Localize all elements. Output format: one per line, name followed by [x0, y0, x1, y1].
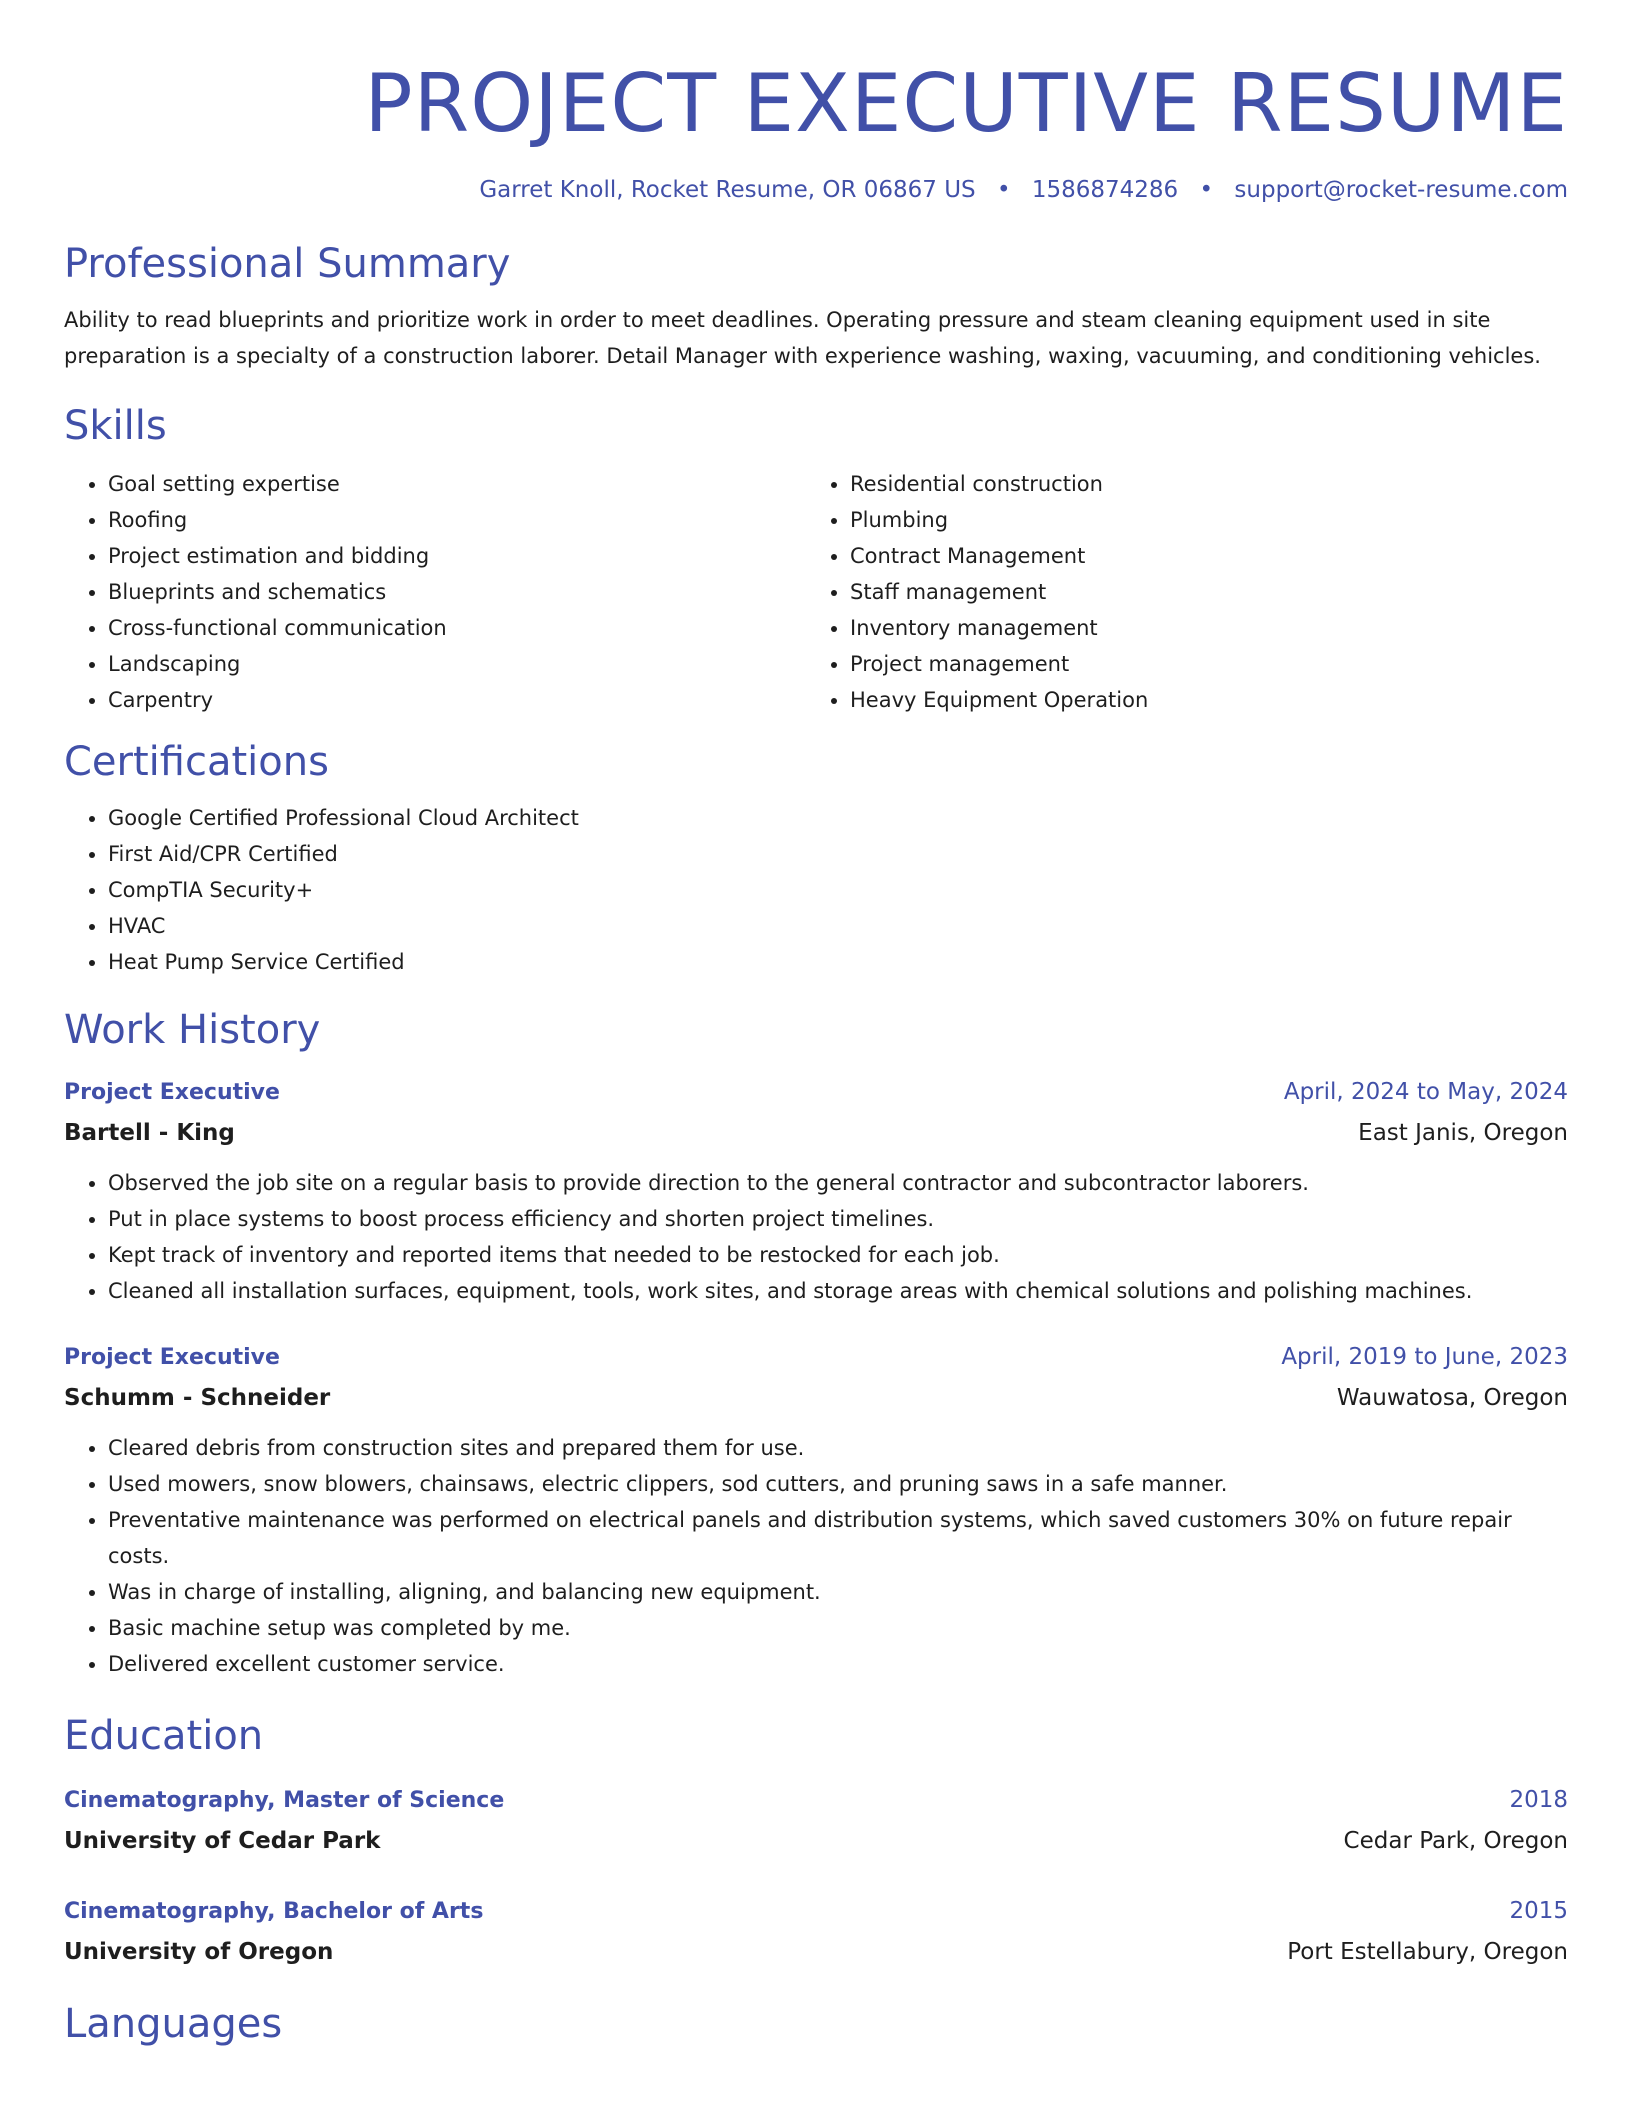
education-school-row — [64, 1932, 1568, 1972]
job-bullet: • Kept track of inventory and reported items that needed to be restocked for each job. — [108, 1237, 1568, 1273]
job-title: Project Executive — [64, 1345, 280, 1370]
skill-item: • Inventory management — [850, 610, 1548, 646]
summary-text: Ability to read blueprints and prioritize work in order to meet deadlines. Operating pressure and steam cleaning equipment used in site preparation is a specialty of a construction laborer. Detail Manager with experience washing, waxing, vacuuming, and conditioning vehicles. — [64, 308, 1541, 368]
skills-section — [64, 400, 1568, 718]
certifications-section — [64, 736, 1568, 980]
job-company: Schumm - Schneider — [64, 1385, 331, 1411]
education-degree: Cinematography, Bachelor of Arts — [64, 1899, 484, 1924]
contact-phone: 1586874286 — [1031, 177, 1179, 203]
summary-section — [64, 238, 1568, 374]
job-bullet: • Delivered excellent customer service. — [108, 1646, 1568, 1682]
education-header-row — [64, 1891, 1568, 1932]
job-location: East Janis, Oregon — [1358, 1120, 1568, 1146]
skill-item: • Landscaping — [108, 646, 806, 682]
job-company-row — [64, 1378, 1568, 1418]
education-heading: Education — [64, 1713, 264, 1759]
skill-item: • Project management — [850, 646, 1548, 682]
education-location: Port Estellabury, Oregon — [1287, 1939, 1568, 1965]
job-bullet: • Put in place systems to boost process efficiency and shorten project timelines. — [108, 1201, 1568, 1237]
languages-heading: Languages — [64, 2001, 283, 2047]
job-company: Bartell - King — [64, 1120, 235, 1146]
certifications-heading: Certifications — [64, 739, 329, 785]
work-history-heading: Work History — [64, 1007, 321, 1053]
contact-email: support@rocket-resume.com — [1234, 177, 1568, 203]
certification-item: • First Aid/CPR Certified — [108, 836, 1568, 872]
education-location: Cedar Park, Oregon — [1343, 1828, 1568, 1854]
education-year: 2015 — [1509, 1898, 1568, 1924]
skills-columns — [64, 466, 1568, 718]
job-header-row — [64, 1337, 1568, 1378]
job-bullet: • Cleaned all installation surfaces, equipment, tools, work sites, and storage areas with chemical solutions and polishing machines. — [108, 1273, 1568, 1309]
education-header-row — [64, 1780, 1568, 1821]
skill-item: • Residential construction — [850, 466, 1548, 502]
languages-section — [64, 1998, 1568, 2050]
contact-address: Garret Knoll, Rocket Resume, OR 06867 US — [479, 177, 976, 203]
education-school-row — [64, 1821, 1568, 1861]
certifications-list — [64, 800, 1568, 980]
education-section — [64, 1710, 1568, 1972]
contact-separator: • — [1199, 177, 1214, 203]
skill-item: • Blueprints and schematics — [108, 574, 806, 610]
skill-item: • Contract Management — [850, 538, 1548, 574]
contact-line — [64, 174, 1568, 206]
skills-column-right — [806, 466, 1548, 718]
job-bullet: • Basic machine setup was completed by me. — [108, 1610, 1568, 1646]
skills-heading: Skills — [64, 403, 167, 449]
education-school: University of Cedar Park — [64, 1828, 381, 1854]
job-bullet: • Used mowers, snow blowers, chainsaws, electric clippers, sod cutters, and pruning saws in a safe manner. — [108, 1466, 1568, 1502]
job-bullets — [64, 1430, 1568, 1682]
skills-list-right — [806, 466, 1548, 718]
skill-item: • Plumbing — [850, 502, 1548, 538]
skill-item: • Roofing — [108, 502, 806, 538]
job-dates: April, 2019 to June, 2023 — [1281, 1344, 1568, 1370]
contact-separator: • — [996, 177, 1011, 203]
work-history-section — [64, 1004, 1568, 1682]
skill-item: • Carpentry — [108, 682, 806, 718]
education-entry — [64, 1780, 1568, 1861]
education-degree: Cinematography, Master of Science — [64, 1788, 505, 1813]
education-year: 2018 — [1509, 1787, 1568, 1813]
education-school: University of Oregon — [64, 1939, 334, 1965]
certification-item: • CompTIA Security+ — [108, 872, 1568, 908]
job-bullet: • Observed the job site on a regular basis to provide direction to the general contractor and subcontractor laborers. — [108, 1165, 1568, 1201]
job-bullet: • Cleared debris from construction sites and prepared them for use. — [108, 1430, 1568, 1466]
skill-item: • Heavy Equipment Operation — [850, 682, 1548, 718]
skills-column-left — [64, 466, 806, 718]
skill-item: • Goal setting expertise — [108, 466, 806, 502]
job-entry — [64, 1072, 1568, 1309]
certification-item: • HVAC — [108, 908, 1568, 944]
job-title: Project Executive — [64, 1080, 280, 1105]
education-entry — [64, 1891, 1568, 1972]
skills-list-left — [64, 466, 806, 718]
job-bullet: • Preventative maintenance was performed on electrical panels and distribution systems, which saved customers 30% on future repair costs. — [108, 1502, 1568, 1574]
job-company-row — [64, 1113, 1568, 1153]
skill-item: • Project estimation and bidding — [108, 538, 806, 574]
job-location: Wauwatosa, Oregon — [1336, 1385, 1568, 1411]
resume-title: PROJECT EXECUTIVE RESUME — [364, 57, 1568, 150]
job-header-row — [64, 1072, 1568, 1113]
job-bullets — [64, 1165, 1568, 1309]
certification-item: • Heat Pump Service Certified — [108, 944, 1568, 980]
skill-item: • Cross-functional communication — [108, 610, 806, 646]
certification-item: • Google Certified Professional Cloud Architect — [108, 800, 1568, 836]
job-dates: April, 2024 to May, 2024 — [1283, 1079, 1568, 1105]
job-bullet: • Was in charge of installing, aligning, and balancing new equipment. — [108, 1574, 1568, 1610]
job-entry — [64, 1337, 1568, 1682]
skill-item: • Staff management — [850, 574, 1548, 610]
summary-heading: Professional Summary — [64, 241, 511, 287]
